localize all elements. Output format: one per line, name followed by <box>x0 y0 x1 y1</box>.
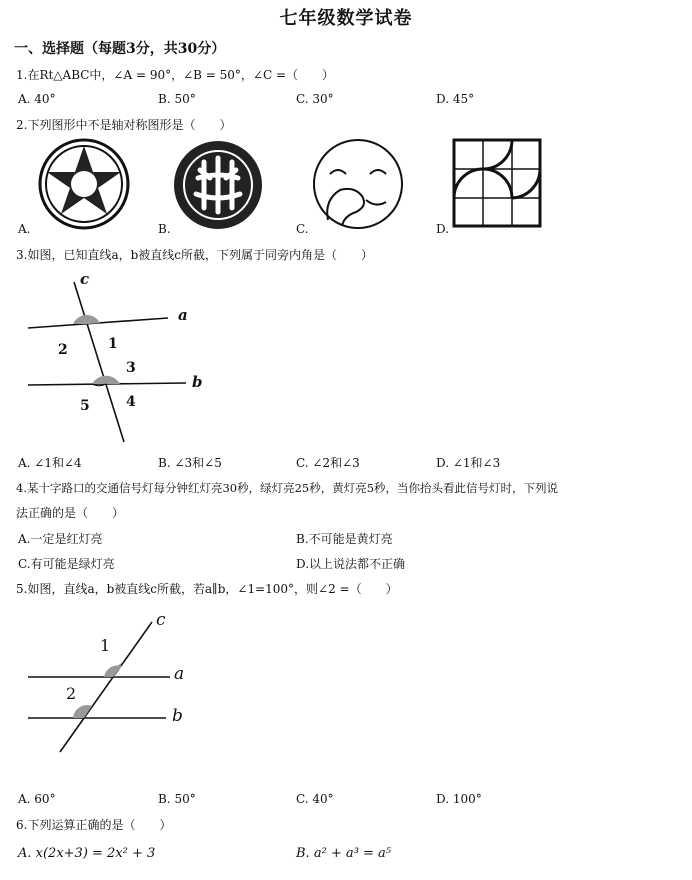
q6-option-b: B. a² + a³ = a⁵ <box>296 846 392 861</box>
question-5-stem: 5.如图，直线a，b被直线c所截，若a∥b，∠1=100°，则∠2 =（ ） <box>16 582 398 596</box>
q3-angle-3: 3 <box>126 360 136 376</box>
q4-option-c: C.有可能是绿灯亮 <box>18 557 115 571</box>
q5-angle-2: 2 <box>66 684 77 703</box>
q5-option-c: C. 40° <box>296 792 334 806</box>
q1-option-b: B. 50° <box>158 92 196 106</box>
q5-line-label-a: a <box>174 664 185 684</box>
q4-option-a: A.一定是红灯亮 <box>18 532 103 546</box>
question-3-stem: 3.如图，已知直线a，b被直线c所截，下列属于同旁内角是（ ） <box>16 248 374 262</box>
q6-option-a: A. x(2x+3) = 2x² + 3 <box>18 846 156 861</box>
question-1-stem: 1.在Rt△ABC中，∠A = 90°，∠B = 50°，∠C =（ ） <box>16 68 335 82</box>
q5-line-label-c: c <box>156 610 166 630</box>
q3-option-b: B. ∠3和∠5 <box>158 456 222 470</box>
q5-option-d: D. 100° <box>436 792 482 806</box>
question-6-stem: 6.下列运算正确的是（ ） <box>16 818 172 832</box>
section-heading: 一、选择题（每题3分，共30分） <box>14 41 226 57</box>
question-2-stem: 2.下列图形中不是轴对称图形是（ ） <box>16 118 232 132</box>
q4-option-d: D.以上说法都不正确 <box>296 557 406 571</box>
q3-line-label-c: c <box>80 270 90 288</box>
q3-option-d: D. ∠1和∠3 <box>436 456 501 470</box>
q2-label-d: D. <box>436 222 450 236</box>
q2-label-b: B. <box>158 222 171 236</box>
q3-option-a: A. ∠1和∠4 <box>18 456 82 470</box>
q3-line-label-a: a <box>178 306 188 324</box>
q3-option-c: C. ∠2和∠3 <box>296 456 360 470</box>
q5-option-b: B. 50° <box>158 792 196 806</box>
q5-angle-1: 1 <box>100 636 111 655</box>
q1-option-a: A. 40° <box>18 92 56 106</box>
q5-line-label-b: b <box>172 706 183 726</box>
question-4-stem-line1: 4.某十字路口的交通信号灯每分钟红灯亮30秒，绿灯亮25秒，黄灯亮5秒，当你抬头看此信号灯时，下列说 <box>16 481 559 495</box>
q3-angle-5: 5 <box>80 398 90 414</box>
q3-angle-2: 2 <box>58 342 68 358</box>
q5-option-a: A. 60° <box>18 792 56 806</box>
q2-label-c: C. <box>296 222 309 236</box>
q1-option-c: C. 30° <box>296 92 334 106</box>
q3-line-label-b: b <box>192 373 203 391</box>
q1-option-d: D. 45° <box>436 92 475 106</box>
q4-option-b: B.不可能是黄灯亮 <box>296 532 393 546</box>
page-title: 七年级数学试卷 <box>279 8 413 29</box>
q3-angle-1: 1 <box>108 336 118 352</box>
q2-label-a: A. <box>18 222 31 236</box>
question-4-stem-line2: 法正确的是（ ） <box>16 506 125 520</box>
q3-angle-4: 4 <box>126 394 136 410</box>
